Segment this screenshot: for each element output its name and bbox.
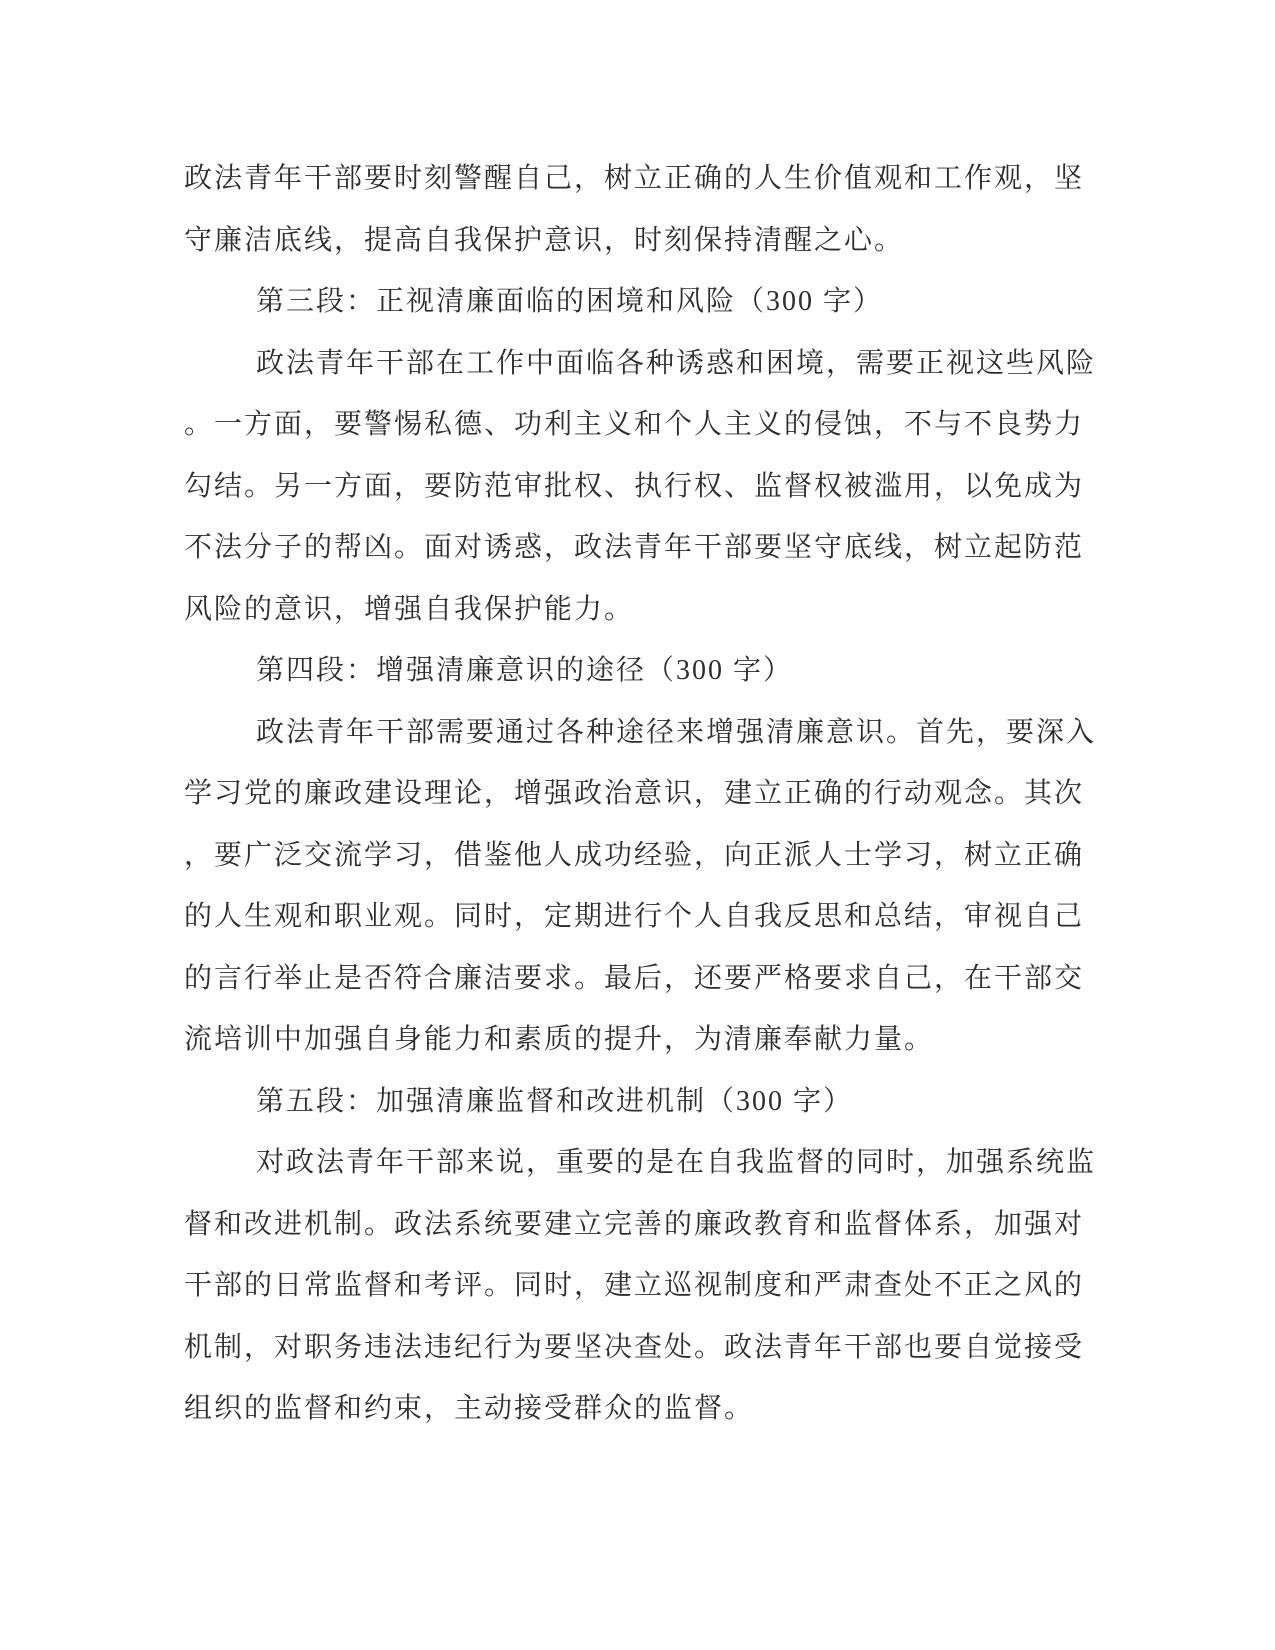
text-line: 流培训中加强自身能力和素质的提升，为清廉奉献力量。 [184,1024,935,1055]
document-body [184,148,1097,1440]
text-line: 风险的意识，增强自我保护能力。 [184,593,635,625]
text-line: 机制，对职务违法违纪行为要坚决查处。政法青年干部也要自觉接受 [184,1331,1085,1363]
text-line: 督和改进机制。政法系统要建立完善的廉政教育和监督体系，加强对 [184,1208,1085,1240]
text-line: 政法青年干部需要通过各种途径来增强清廉意识。首先，要深入 [256,716,1097,748]
text-line: 政法青年干部要时刻警醒自己，树立正确的人生价值观和工作观，坚 [184,163,1085,194]
text-line: 不法分子的帮凶。面对诱惑，政法青年干部要坚守底线，树立起防范 [184,532,1085,563]
text-line: 对政法青年干部来说，重要的是在自我监督的同时，加强系统监 [256,1147,1097,1178]
text-line: 勾结。另一方面，要防范审批权、执行权、监督权被滥用，以免成为 [184,470,1085,502]
text-line: 政法青年干部在工作中面临各种诱惑和困境，需要正视这些风险 [256,347,1097,379]
section-heading: 第三段：正视清廉面临的困境和风险（300 字） [256,286,884,317]
text-line: ，要广泛交流学习，借鉴他人成功经验，向正派人士学习，树立正确 [184,839,1085,871]
text-line: 组织的监督和约束，主动接受群众的监督。 [184,1393,755,1424]
section-heading: 第四段：增强清廉意识的途径（300 字） [256,655,794,686]
text-line: 干部的日常监督和考评。同时，建立巡视制度和严肃查处不正之风的 [184,1270,1085,1301]
section-heading: 第五段：加强清廉监督和改进机制（300 字） [256,1085,854,1117]
text-line: 守廉洁底线，提高自我保护意识，时刻保持清醒之心。 [184,224,905,256]
text-line: 。一方面，要警惕私德、功利主义和个人主义的侵蚀，不与不良势力 [184,409,1085,440]
text-line: 的人生观和职业观。同时，定期进行个人自我反思和总结，审视自己 [184,901,1085,932]
text-line: 的言行举止是否符合廉洁要求。最后，还要严格要求自己，在干部交 [184,962,1085,994]
text-line: 学习党的廉政建设理论，增强政治意识，建立正确的行动观念。其次 [184,778,1085,809]
